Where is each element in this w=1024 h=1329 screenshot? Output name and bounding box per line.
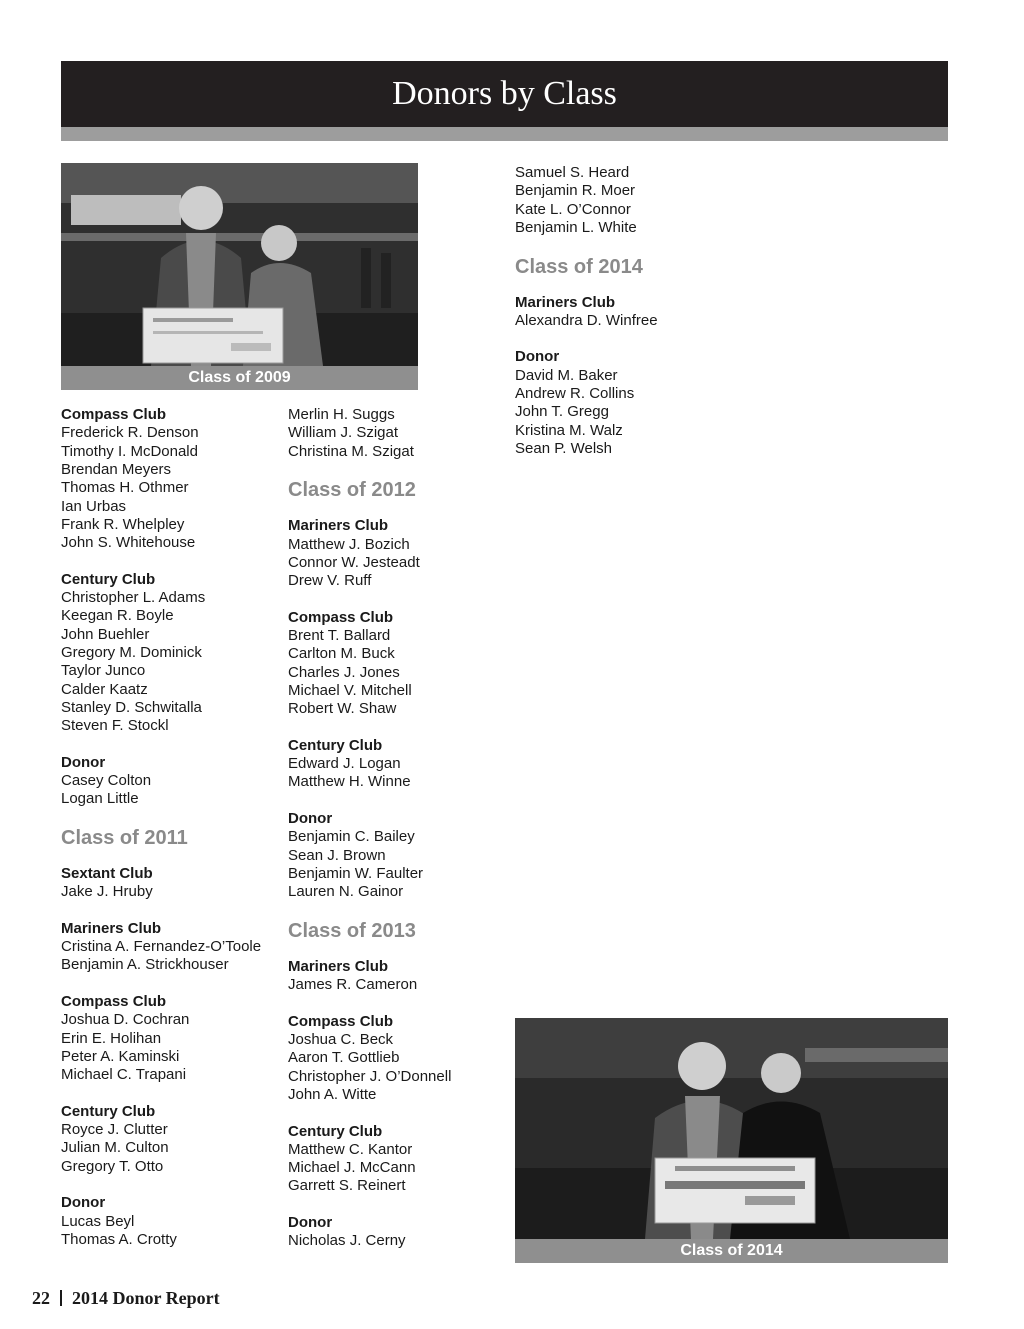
- club-heading: Donor: [288, 810, 333, 827]
- donor-name: Sean P. Welsh: [515, 439, 613, 457]
- club-heading: Mariners Club: [288, 957, 389, 975]
- club-heading: Mariners Club: [288, 517, 389, 535]
- report-title: 2014 Donor Report: [72, 1288, 220, 1308]
- check-presentation-photo-icon: [515, 1018, 948, 1239]
- donor-name: Logan Little: [61, 790, 139, 808]
- class-heading: Class of 2014: [515, 255, 643, 278]
- donor-name: Frederick R. Denson: [61, 424, 199, 442]
- donor-name: Ian Urbas: [61, 497, 127, 515]
- club-heading: Century Club: [288, 1122, 383, 1140]
- donor-name: Cristina A. Fernandez-O’Toole: [61, 938, 262, 956]
- donor-name: Frank R. Whelpley: [61, 515, 185, 533]
- club-heading: Century Club: [61, 570, 156, 588]
- donor-name: Benjamin L. White: [515, 218, 637, 236]
- donor-name: Gregory T. Otto: [61, 1157, 164, 1175]
- club-heading: Sextant Club: [61, 864, 153, 882]
- club-heading: Mariners Club: [515, 293, 616, 311]
- page-title: Donors by Class: [392, 75, 617, 112]
- donor-name: Garrett S. Reinert: [288, 1177, 406, 1195]
- donor-name: John T. Gregg: [515, 403, 609, 421]
- donor-name: Nicholas J. Cerny: [288, 1232, 406, 1250]
- donor-name: John Buehler: [61, 625, 150, 643]
- donor-name: Calder Kaatz: [61, 680, 148, 698]
- donor-name: Gregory M. Dominick: [61, 643, 202, 661]
- donor-name: Kate L. O’Connor: [515, 200, 631, 218]
- donor-name: John S. Whitehouse: [61, 534, 196, 552]
- donor-name: William J. Szigat: [288, 424, 399, 442]
- donor-name: Stanley D. Schwitalla: [61, 698, 202, 716]
- donor-name: Aaron T. Gottlieb: [288, 1049, 400, 1067]
- donor-name: Brendan Meyers: [61, 460, 172, 478]
- club-heading: Donor: [288, 1214, 333, 1231]
- donor-name: Matthew C. Kantor: [288, 1140, 413, 1158]
- donor-name: Benjamin A. Strickhouser: [61, 956, 229, 974]
- club-heading: Compass Club: [288, 608, 394, 626]
- class-heading: Class of 2012: [288, 479, 416, 502]
- donor-name: Peter A. Kaminski: [61, 1047, 180, 1065]
- donor-name: John A. Witte: [288, 1085, 377, 1103]
- club-heading: Mariners Club: [61, 919, 162, 937]
- donor-name: Thomas H. Othmer: [61, 479, 189, 497]
- donor-name: Merlin H. Suggs: [288, 406, 395, 423]
- donor-name: Erin E. Holihan: [61, 1029, 162, 1047]
- donor-name: Michael V. Mitchell: [288, 681, 412, 699]
- donor-name: Casey Colton: [61, 772, 152, 789]
- donor-name: Kristina M. Walz: [515, 421, 623, 439]
- donor-name: Joshua D. Cochran: [61, 1011, 190, 1029]
- donor-name: Charles J. Jones: [288, 663, 400, 681]
- donor-name: Keegan R. Boyle: [61, 607, 174, 625]
- donor-name: Taylor Junco: [61, 662, 146, 680]
- club-heading: Compass Club: [61, 993, 167, 1010]
- donor-name: Samuel S. Heard: [515, 164, 630, 181]
- donor-name: Lucas Beyl: [61, 1212, 135, 1230]
- donor-name: Jake J. Hruby: [61, 883, 153, 901]
- page-number: 22: [32, 1288, 50, 1308]
- donor-name: James R. Cameron: [288, 976, 418, 994]
- photo-caption: Class of 2014: [515, 1239, 948, 1263]
- donor-name: David M. Baker: [515, 366, 618, 384]
- donor-name: Andrew R. Collins: [515, 385, 635, 402]
- footer-divider: [60, 1290, 62, 1306]
- donor-name: Christina M. Szigat: [288, 442, 414, 460]
- class-heading: Class of 2013: [288, 919, 416, 942]
- donor-name: Benjamin C. Bailey: [288, 828, 415, 846]
- donor-name: Thomas A. Crotty: [61, 1230, 177, 1248]
- club-heading: Donor: [515, 348, 560, 366]
- donor-name: Lauren N. Gainor: [288, 883, 404, 901]
- club-heading: Century Club: [288, 736, 383, 754]
- donor-name: Connor W. Jesteadt: [288, 553, 420, 571]
- donor-name: Brent T. Ballard: [288, 627, 391, 644]
- donor-name: Alexandra D. Winfree: [515, 311, 658, 329]
- donor-name: Benjamin R. Moer: [515, 182, 636, 200]
- club-heading: Compass Club: [288, 1012, 394, 1030]
- donor-name: Christopher J. O’Donnell: [288, 1067, 452, 1085]
- club-heading: Century Club: [61, 1102, 156, 1120]
- class-heading: Class of 2011: [61, 826, 188, 849]
- donor-name: Matthew J. Bozich: [288, 535, 410, 553]
- donor-name: Edward J. Logan: [288, 755, 401, 773]
- club-heading: Donor: [61, 753, 106, 771]
- photo-caption: Class of 2009: [61, 366, 418, 390]
- donor-name: Royce J. Clutter: [61, 1121, 168, 1139]
- donor-name: Julian M. Culton: [61, 1139, 169, 1157]
- club-heading: Donor: [61, 1194, 106, 1212]
- donor-name: Robert W. Shaw: [288, 700, 397, 718]
- donor-name: Steven F. Stockl: [61, 717, 169, 735]
- check-presentation-photo-icon: [61, 163, 418, 366]
- donor-name: Sean J. Brown: [288, 846, 386, 864]
- photo-class-2014: [515, 1018, 948, 1263]
- donor-name: Drew V. Ruff: [288, 572, 372, 590]
- page-footer: [32, 1287, 220, 1309]
- page-header: [61, 61, 948, 127]
- donor-name: Timothy I. McDonald: [61, 442, 198, 460]
- donor-name: Michael J. McCann: [288, 1159, 416, 1177]
- donor-name: Joshua C. Beck: [288, 1031, 394, 1048]
- club-heading: Compass Club: [61, 406, 167, 423]
- donor-name: Carlton M. Buck: [288, 645, 395, 663]
- header-rule: [61, 127, 948, 141]
- donor-name: Matthew H. Winne: [288, 773, 411, 791]
- donor-name: Christopher L. Adams: [61, 589, 206, 606]
- donor-name: Benjamin W. Faulter: [288, 864, 424, 882]
- photo-class-2009: [61, 163, 418, 390]
- donor-name: Michael C. Trapani: [61, 1066, 187, 1084]
